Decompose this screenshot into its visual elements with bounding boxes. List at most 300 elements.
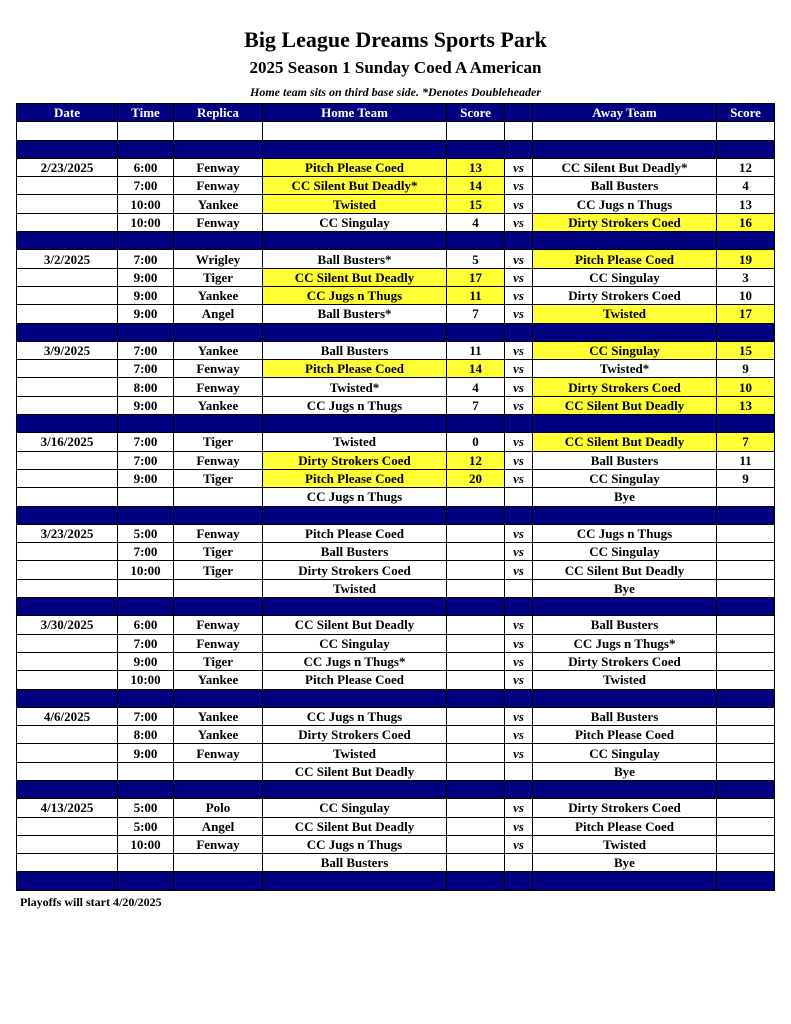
game-row: [17, 561, 775, 579]
separator-cell: [505, 872, 533, 890]
cell-date: 4/6/2025: [17, 707, 118, 725]
cell-home-team: CC Jugs n Thugs: [263, 707, 447, 725]
separator-cell: [174, 506, 263, 524]
separator-cell: [533, 323, 717, 341]
game-row: [17, 286, 775, 304]
cell-time: 6:00: [118, 616, 174, 634]
cell-away-team: Bye: [533, 488, 717, 506]
cell-date: 4/13/2025: [17, 799, 118, 817]
cell-home-score: 7: [447, 396, 505, 414]
cell-vs: vs: [505, 360, 533, 378]
separator-cell: [174, 232, 263, 250]
separator-cell: [174, 872, 263, 890]
cell-vs: vs: [505, 341, 533, 359]
game-row: [17, 744, 775, 762]
week-separator-row: [17, 140, 775, 158]
cell-home-team: Pitch Please Coed: [263, 360, 447, 378]
cell-away-team: CC Silent But Deadly: [533, 396, 717, 414]
cell-vs: vs: [505, 543, 533, 561]
cell-time: 10:00: [118, 671, 174, 689]
cell-home-team: Pitch Please Coed: [263, 469, 447, 487]
cell-away-score: [717, 707, 775, 725]
cell-date: [17, 378, 118, 396]
separator-cell: [263, 780, 447, 798]
cell-home-team: Dirty Strokers Coed: [263, 451, 447, 469]
cell-away-score: [717, 616, 775, 634]
cell-home-team: Twisted: [263, 195, 447, 213]
separator-cell: [174, 415, 263, 433]
cell-vs: vs: [505, 707, 533, 725]
cell-time: 10:00: [118, 195, 174, 213]
cell-away-score: [717, 579, 775, 597]
separator-cell: [17, 780, 118, 798]
cell-home-score: 14: [447, 177, 505, 195]
cell-vs: vs: [505, 451, 533, 469]
cell-away-score: [717, 799, 775, 817]
cell-home-team: CC Silent But Deadly: [263, 268, 447, 286]
cell-away-team: CC Silent But Deadly*: [533, 158, 717, 176]
cell-date: [17, 543, 118, 561]
separator-cell: [505, 415, 533, 433]
separator-cell: [717, 140, 775, 158]
cell-vs: [505, 762, 533, 780]
cell-away-team: CC Singulay: [533, 341, 717, 359]
cell-time: 7:00: [118, 360, 174, 378]
separator-cell: [118, 689, 174, 707]
separator-cell: [17, 140, 118, 158]
cell-away-score: 13: [717, 195, 775, 213]
cell-home-team: Ball Busters*: [263, 250, 447, 268]
cell-vs: vs: [505, 469, 533, 487]
cell-vs: vs: [505, 268, 533, 286]
cell-home-team: Ball Busters: [263, 543, 447, 561]
cell-home-team: CC Silent But Deadly*: [263, 177, 447, 195]
cell-home-score: [447, 616, 505, 634]
cell-replica: Yankee: [174, 707, 263, 725]
separator-cell: [505, 232, 533, 250]
separator-cell: [505, 506, 533, 524]
separator-cell: [17, 415, 118, 433]
cell-replica: Fenway: [174, 744, 263, 762]
cell-home-score: [447, 579, 505, 597]
cell-away-score: 9: [717, 360, 775, 378]
cell-away-score: [717, 762, 775, 780]
cell-away-team: Twisted: [533, 305, 717, 323]
cell-date: [17, 268, 118, 286]
cell-away-score: [717, 561, 775, 579]
cell-date: 3/23/2025: [17, 524, 118, 542]
cell-away-team: Dirty Strokers Coed: [533, 378, 717, 396]
separator-cell: [717, 323, 775, 341]
cell-vs: vs: [505, 726, 533, 744]
cell-home-team: Twisted: [263, 744, 447, 762]
week-separator-row: [17, 232, 775, 250]
cell-away-score: [717, 854, 775, 872]
column-header-time: Time: [118, 104, 174, 122]
cell-date: [17, 561, 118, 579]
cell-date: [17, 744, 118, 762]
cell-replica: Yankee: [174, 286, 263, 304]
cell-time: 9:00: [118, 652, 174, 670]
cell-time: 7:00: [118, 543, 174, 561]
cell-home-score: [447, 817, 505, 835]
game-row: [17, 726, 775, 744]
separator-cell: [263, 598, 447, 616]
cell-home-score: [447, 671, 505, 689]
game-row: [17, 854, 775, 872]
cell-away-team: Twisted: [533, 671, 717, 689]
cell-date: [17, 671, 118, 689]
cell-away-team: CC Silent But Deadly: [533, 433, 717, 451]
cell-replica: Yankee: [174, 396, 263, 414]
cell-home-score: [447, 543, 505, 561]
week-separator-row: [17, 506, 775, 524]
cell-home-score: [447, 854, 505, 872]
cell-date: 3/16/2025: [17, 433, 118, 451]
cell-home-team: CC Singulay: [263, 634, 447, 652]
cell-away-team: Twisted: [533, 835, 717, 853]
cell-away-score: 11: [717, 451, 775, 469]
separator-cell: [263, 689, 447, 707]
separator-cell: [17, 232, 118, 250]
separator-cell: [717, 506, 775, 524]
separator-cell: [17, 598, 118, 616]
cell-vs: vs: [505, 835, 533, 853]
game-row: [17, 543, 775, 561]
cell-away-score: [717, 652, 775, 670]
cell-home-score: 5: [447, 250, 505, 268]
separator-cell: [174, 323, 263, 341]
cell-vs: [505, 854, 533, 872]
cell-home-team: Dirty Strokers Coed: [263, 726, 447, 744]
schedule-body: [17, 122, 775, 890]
separator-cell: [447, 140, 505, 158]
cell-vs: vs: [505, 817, 533, 835]
cell-home-score: [447, 835, 505, 853]
cell-away-team: Bye: [533, 579, 717, 597]
cell-time: 9:00: [118, 469, 174, 487]
cell-home-team: Twisted: [263, 579, 447, 597]
cell-time: 9:00: [118, 744, 174, 762]
cell-vs: vs: [505, 433, 533, 451]
game-row: [17, 579, 775, 597]
cell-home-score: [447, 561, 505, 579]
cell-time: 7:00: [118, 177, 174, 195]
cell-vs: vs: [505, 396, 533, 414]
cell-home-score: 14: [447, 360, 505, 378]
week-separator-row: [17, 780, 775, 798]
cell-home-score: 11: [447, 341, 505, 359]
cell-away-score: 15: [717, 341, 775, 359]
column-header-home-team: Home Team: [263, 104, 447, 122]
cell-date: [17, 634, 118, 652]
cell-replica: Angel: [174, 305, 263, 323]
cell-away-team: Ball Busters: [533, 177, 717, 195]
cell-vs: vs: [505, 177, 533, 195]
separator-cell: [717, 689, 775, 707]
separator-cell: [118, 232, 174, 250]
cell-home-score: 12: [447, 451, 505, 469]
cell-away-score: 3: [717, 268, 775, 286]
cell-replica: Fenway: [174, 360, 263, 378]
separator-cell: [717, 872, 775, 890]
cell-vs: vs: [505, 652, 533, 670]
cell-away-team: CC Singulay: [533, 469, 717, 487]
game-row: [17, 378, 775, 396]
separator-cell: [263, 415, 447, 433]
cell-away-score: [717, 634, 775, 652]
cell-vs: [505, 579, 533, 597]
cell-home-score: [447, 524, 505, 542]
game-row: [17, 341, 775, 359]
cell-home-score: [447, 799, 505, 817]
cell-home-score: [447, 726, 505, 744]
cell-home-team: CC Jugs n Thugs: [263, 396, 447, 414]
game-row: [17, 634, 775, 652]
cell-time: 9:00: [118, 305, 174, 323]
cell-time: 7:00: [118, 250, 174, 268]
cell-away-score: 10: [717, 378, 775, 396]
cell-vs: vs: [505, 378, 533, 396]
cell-time: 7:00: [118, 451, 174, 469]
cell-away-team: Pitch Please Coed: [533, 817, 717, 835]
separator-cell: [17, 323, 118, 341]
blank-cell: [118, 122, 174, 140]
separator-cell: [505, 780, 533, 798]
cell-vs: vs: [505, 634, 533, 652]
cell-replica: Tiger: [174, 469, 263, 487]
cell-date: [17, 305, 118, 323]
separator-cell: [447, 872, 505, 890]
cell-away-score: 13: [717, 396, 775, 414]
game-row: [17, 158, 775, 176]
separator-cell: [174, 598, 263, 616]
cell-vs: [505, 488, 533, 506]
separator-cell: [447, 598, 505, 616]
column-header-away-team: Away Team: [533, 104, 717, 122]
game-row: [17, 524, 775, 542]
separator-cell: [717, 598, 775, 616]
cell-vs: vs: [505, 305, 533, 323]
cell-home-team: Ball Busters*: [263, 305, 447, 323]
cell-home-team: CC Silent But Deadly: [263, 616, 447, 634]
cell-vs: vs: [505, 286, 533, 304]
game-row: [17, 451, 775, 469]
game-row: [17, 671, 775, 689]
cell-date: [17, 451, 118, 469]
cell-time: 7:00: [118, 433, 174, 451]
cell-replica: [174, 762, 263, 780]
cell-away-team: CC Silent But Deadly: [533, 561, 717, 579]
cell-home-team: CC Silent But Deadly: [263, 817, 447, 835]
week-separator-row: [17, 598, 775, 616]
separator-cell: [717, 780, 775, 798]
separator-cell: [533, 506, 717, 524]
cell-date: [17, 726, 118, 744]
cell-away-team: CC Singulay: [533, 543, 717, 561]
cell-time: 7:00: [118, 707, 174, 725]
separator-cell: [118, 323, 174, 341]
cell-date: [17, 469, 118, 487]
column-header-home-score: Score: [447, 104, 505, 122]
cell-away-team: CC Jugs n Thugs: [533, 524, 717, 542]
cell-time: 6:00: [118, 158, 174, 176]
separator-cell: [533, 689, 717, 707]
cell-away-score: 12: [717, 158, 775, 176]
cell-home-score: 4: [447, 378, 505, 396]
blank-cell: [17, 122, 118, 140]
week-separator-row: [17, 415, 775, 433]
cell-home-team: Pitch Please Coed: [263, 158, 447, 176]
cell-home-score: [447, 488, 505, 506]
cell-replica: Tiger: [174, 543, 263, 561]
game-row: [17, 433, 775, 451]
cell-home-team: CC Jugs n Thugs: [263, 835, 447, 853]
cell-time: 8:00: [118, 726, 174, 744]
cell-home-score: 11: [447, 286, 505, 304]
cell-time: 9:00: [118, 268, 174, 286]
separator-cell: [118, 872, 174, 890]
cell-home-score: [447, 762, 505, 780]
separator-cell: [174, 780, 263, 798]
blank-cell: [174, 122, 263, 140]
cell-replica: Fenway: [174, 378, 263, 396]
game-row: [17, 195, 775, 213]
cell-away-team: Dirty Strokers Coed: [533, 286, 717, 304]
cell-away-score: 10: [717, 286, 775, 304]
cell-vs: vs: [505, 195, 533, 213]
cell-away-score: [717, 524, 775, 542]
week-separator-row: [17, 689, 775, 707]
cell-date: 3/30/2025: [17, 616, 118, 634]
playoffs-note: Playoffs will start 4/20/2025: [20, 895, 162, 909]
cell-away-score: 4: [717, 177, 775, 195]
cell-time: 7:00: [118, 634, 174, 652]
cell-replica: Tiger: [174, 561, 263, 579]
cell-away-score: [717, 488, 775, 506]
seating-note: Home team sits on third base side. *Denotes Doubleheader: [250, 85, 541, 99]
cell-replica: Fenway: [174, 524, 263, 542]
cell-home-team: CC Silent But Deadly: [263, 762, 447, 780]
cell-vs: vs: [505, 671, 533, 689]
cell-away-score: [717, 671, 775, 689]
game-row: [17, 396, 775, 414]
separator-cell: [17, 689, 118, 707]
cell-replica: Tiger: [174, 652, 263, 670]
cell-date: [17, 396, 118, 414]
column-header-replica: Replica: [174, 104, 263, 122]
cell-date: [17, 579, 118, 597]
cell-home-score: [447, 634, 505, 652]
cell-home-team: CC Singulay: [263, 213, 447, 231]
blank-cell: [717, 122, 775, 140]
cell-time: 10:00: [118, 835, 174, 853]
cell-vs: vs: [505, 799, 533, 817]
cell-home-team: Pitch Please Coed: [263, 524, 447, 542]
cell-away-score: 19: [717, 250, 775, 268]
cell-away-team: CC Jugs n Thugs*: [533, 634, 717, 652]
cell-date: [17, 195, 118, 213]
game-row: [17, 360, 775, 378]
blank-row: [17, 122, 775, 140]
separator-cell: [263, 140, 447, 158]
cell-date: [17, 835, 118, 853]
blank-cell: [447, 122, 505, 140]
game-row: [17, 305, 775, 323]
cell-home-team: CC Jugs n Thugs*: [263, 652, 447, 670]
cell-replica: Fenway: [174, 616, 263, 634]
blank-cell: [533, 122, 717, 140]
cell-replica: Fenway: [174, 634, 263, 652]
cell-away-team: Bye: [533, 762, 717, 780]
cell-date: [17, 854, 118, 872]
cell-time: 8:00: [118, 378, 174, 396]
cell-home-score: [447, 652, 505, 670]
cell-home-team: CC Jugs n Thugs: [263, 286, 447, 304]
cell-home-score: 17: [447, 268, 505, 286]
cell-away-team: Ball Busters: [533, 707, 717, 725]
cell-date: 3/2/2025: [17, 250, 118, 268]
cell-away-team: Pitch Please Coed: [533, 250, 717, 268]
separator-cell: [533, 780, 717, 798]
cell-time: [118, 488, 174, 506]
cell-replica: Polo: [174, 799, 263, 817]
game-row: [17, 469, 775, 487]
cell-replica: [174, 488, 263, 506]
game-row: [17, 213, 775, 231]
game-row: [17, 652, 775, 670]
cell-home-score: [447, 707, 505, 725]
separator-cell: [263, 232, 447, 250]
cell-home-score: 4: [447, 213, 505, 231]
cell-home-score: 0: [447, 433, 505, 451]
cell-replica: Tiger: [174, 268, 263, 286]
cell-time: 5:00: [118, 524, 174, 542]
game-row: [17, 616, 775, 634]
column-header-away-score: Score: [717, 104, 775, 122]
cell-date: [17, 652, 118, 670]
cell-away-score: [717, 817, 775, 835]
separator-cell: [505, 598, 533, 616]
cell-time: [118, 854, 174, 872]
cell-away-team: Pitch Please Coed: [533, 726, 717, 744]
cell-replica: Yankee: [174, 341, 263, 359]
cell-away-team: Twisted*: [533, 360, 717, 378]
cell-replica: Wrigley: [174, 250, 263, 268]
cell-date: [17, 360, 118, 378]
cell-date: [17, 286, 118, 304]
cell-date: [17, 762, 118, 780]
cell-vs: vs: [505, 561, 533, 579]
cell-away-team: Dirty Strokers Coed: [533, 652, 717, 670]
cell-replica: Fenway: [174, 835, 263, 853]
cell-date: [17, 817, 118, 835]
cell-away-score: 17: [717, 305, 775, 323]
separator-cell: [505, 323, 533, 341]
cell-time: [118, 762, 174, 780]
cell-vs: vs: [505, 158, 533, 176]
cell-time: 9:00: [118, 396, 174, 414]
cell-away-team: Bye: [533, 854, 717, 872]
schedule-table: [16, 103, 775, 891]
cell-replica: Yankee: [174, 726, 263, 744]
separator-cell: [447, 689, 505, 707]
cell-away-team: Dirty Strokers Coed: [533, 213, 717, 231]
cell-away-team: Ball Busters: [533, 616, 717, 634]
cell-date: [17, 213, 118, 231]
cell-home-team: Twisted*: [263, 378, 447, 396]
separator-cell: [447, 232, 505, 250]
